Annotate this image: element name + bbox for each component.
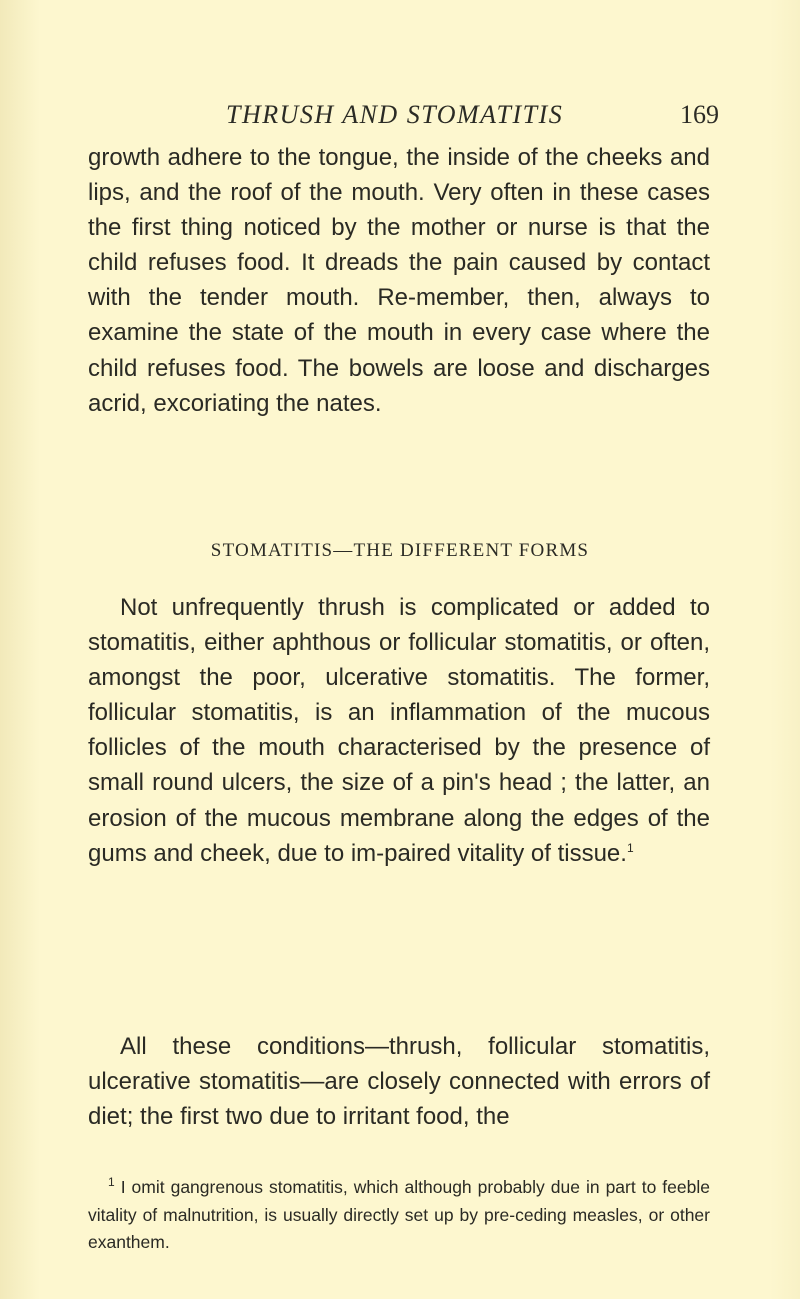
footnote-reference: 1 [626,840,634,855]
footnote [88,1174,710,1257]
paragraph-3 [88,1029,710,1134]
running-head: THRUSH AND STOMATITIS [226,100,564,129]
section-heading: STOMATITIS—THE DIFFERENT FORMS [210,540,590,561]
paragraph-2-body [88,590,710,871]
footnote-marker: 1 [108,1175,115,1190]
page-header [0,100,800,140]
footnote-text: I omit gangrenous stomatitis, which although probably due in part to feeble vitality of malnutrition, is usually directly set up by pre-ceding measles, or other exanthem. [88,1177,710,1252]
paragraph-2 [88,590,710,871]
paragraph-1 [88,140,710,421]
paragraph-1-text: growth adhere to the tongue, the inside of the cheeks and lips, and the roof of the mouth. Very often in these cases the first thing noticed by the mother or nurse is that the child refuses food. It dreads the pain caused by contact with the tender mouth. Re-member, then, always to examine the state of the mouth in every case where the child refuses food. The bowels are loose and discharges acrid, excoriating the nates. [88,144,710,417]
paragraph-2-text: Not unfrequently thrush is complicated or added to stomatitis, either aphthous or follicular stomatitis, or often, amongst the poor, ulcerative stomatitis. The former, follicular stomatitis, is an inflammation of the mucous follicles of the mouth characterised by the presence of small round ulcers, the size of a pin's head ; the latter, an erosion of the mucous membrane along the edges of the gums and cheek, due to im-paired vitality of tissue. [88,594,710,867]
paragraph-3-text: All these conditions—thrush, follicular stomatitis, ulcerative stomatitis—are closely connected with errors of diet; the first two due to irritant food, the [88,1033,710,1131]
page-number: 169 [680,100,719,129]
